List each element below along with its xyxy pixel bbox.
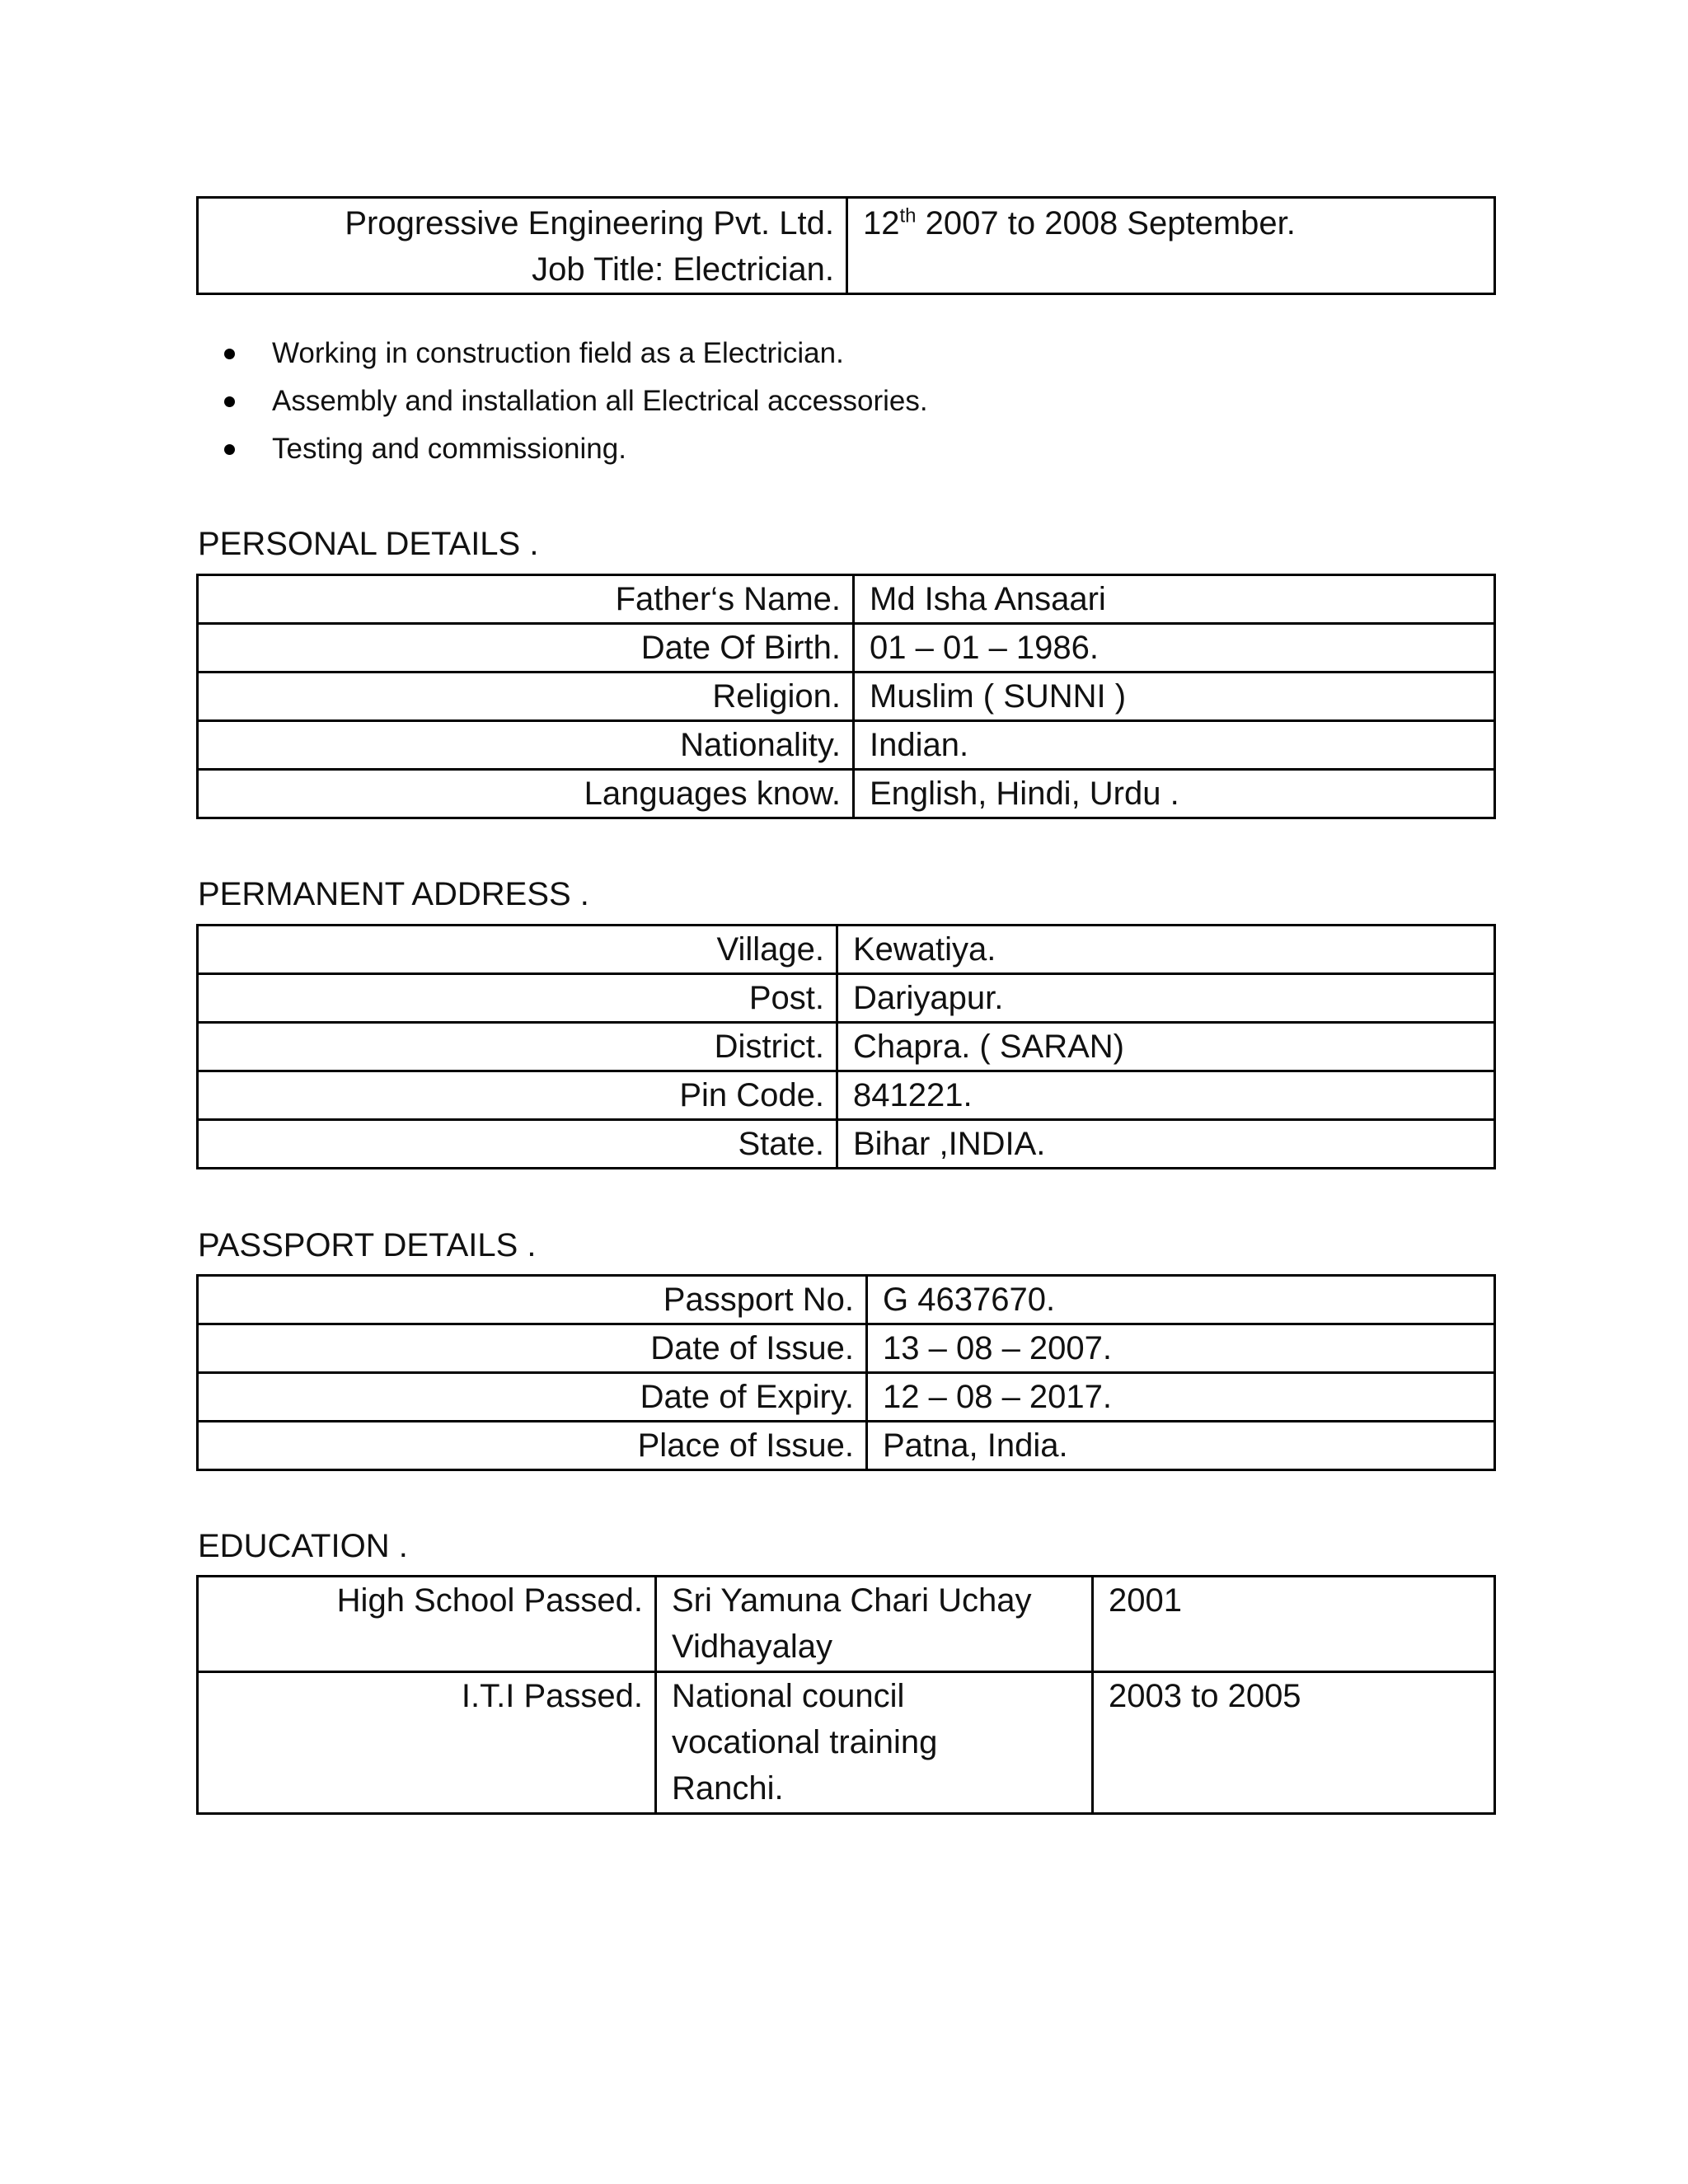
- bullet-icon: [224, 349, 235, 359]
- table-row: [198, 1071, 1495, 1120]
- table-row: [198, 1324, 1495, 1373]
- field-label: Date Of Birth.: [198, 624, 854, 673]
- passport-details-table: [196, 1274, 1496, 1471]
- year-cell: 2001: [1093, 1577, 1495, 1672]
- table-row: [198, 1120, 1495, 1169]
- institution-line: Ranchi.: [672, 1770, 784, 1807]
- institution-line: Sri Yamuna Chari Uchay: [672, 1582, 1032, 1619]
- duty-item: [196, 377, 928, 425]
- bullet-icon: [224, 396, 235, 407]
- field-label: Father‘s Name.: [198, 575, 854, 624]
- field-label: Religion.: [198, 673, 854, 721]
- passport-details-heading: PASSPORT DETAILS .: [198, 1227, 537, 1263]
- table-row: [198, 1422, 1495, 1470]
- employment-table: [196, 196, 1496, 295]
- period-rest: 2007 to 2008 September.: [916, 205, 1296, 241]
- duty-text: Working in construction field as a Electrician.: [272, 337, 844, 369]
- institution-cell: [656, 1577, 1093, 1672]
- field-value: Bihar ,INDIA.: [837, 1120, 1495, 1169]
- field-label: State.: [198, 1120, 837, 1169]
- period-day: 12: [863, 205, 900, 241]
- permanent-address-heading: PERMANENT ADDRESS .: [198, 876, 589, 912]
- education-table: [196, 1575, 1496, 1815]
- personal-details-heading: PERSONAL DETAILS .: [198, 526, 539, 562]
- institution-line: National council: [672, 1678, 905, 1714]
- employment-row: [198, 198, 1495, 294]
- field-value: English, Hindi, Urdu .: [854, 770, 1495, 818]
- bullet-icon: [224, 444, 235, 455]
- field-value: Dariyapur.: [837, 974, 1495, 1023]
- qualification-cell: High School Passed.: [198, 1577, 656, 1672]
- education-heading: EDUCATION .: [198, 1528, 408, 1564]
- institution-cell: [656, 1672, 1093, 1814]
- field-label: Passport No.: [198, 1276, 867, 1324]
- table-row: [198, 770, 1495, 818]
- field-value: Indian.: [854, 721, 1495, 770]
- field-value: 12 – 08 – 2017.: [867, 1373, 1495, 1422]
- field-value: 01 – 01 – 1986.: [854, 624, 1495, 673]
- duty-item: [196, 330, 928, 377]
- duties-list: [196, 330, 928, 473]
- table-row: [198, 1276, 1495, 1324]
- permanent-address-table: [196, 924, 1496, 1169]
- duty-text: Assembly and installation all Electrical accessories.: [272, 385, 928, 417]
- field-label: Languages know.: [198, 770, 854, 818]
- duty-item: [196, 425, 928, 473]
- institution-line: Vidhayalay: [672, 1629, 832, 1665]
- table-row: [198, 1577, 1495, 1672]
- table-row: [198, 1373, 1495, 1422]
- field-label: Post.: [198, 974, 837, 1023]
- employment-period-cell: [847, 198, 1495, 294]
- table-row: [198, 575, 1495, 624]
- field-value: Md Isha Ansaari: [854, 575, 1495, 624]
- table-row: [198, 1672, 1495, 1814]
- qualification-cell: I.T.I Passed.: [198, 1672, 656, 1814]
- field-label: District.: [198, 1023, 837, 1071]
- field-value: 841221.: [837, 1071, 1495, 1120]
- period-day-suffix: th: [899, 204, 917, 227]
- personal-details-table: [196, 574, 1496, 819]
- employment-company-cell: [198, 198, 847, 294]
- field-value: 13 – 08 – 2007.: [867, 1324, 1495, 1373]
- company-name: Progressive Engineering Pvt. Ltd.: [345, 205, 834, 241]
- table-row: [198, 673, 1495, 721]
- field-label: Pin Code.: [198, 1071, 837, 1120]
- year-cell: 2003 to 2005: [1093, 1672, 1495, 1814]
- field-label: Date of Expiry.: [198, 1373, 867, 1422]
- table-row: [198, 1023, 1495, 1071]
- field-label: Date of Issue.: [198, 1324, 867, 1373]
- field-value: Patna, India.: [867, 1422, 1495, 1470]
- table-row: [198, 974, 1495, 1023]
- field-value: Muslim ( SUNNI ): [854, 673, 1495, 721]
- table-row: [198, 721, 1495, 770]
- field-value: Kewatiya.: [837, 926, 1495, 974]
- table-row: [198, 624, 1495, 673]
- duty-text: Testing and commissioning.: [272, 433, 626, 465]
- field-label: Nationality.: [198, 721, 854, 770]
- field-label: Place of Issue.: [198, 1422, 867, 1470]
- job-title: Job Title: Electrician.: [532, 251, 834, 288]
- institution-line: vocational training: [672, 1724, 938, 1760]
- table-row: [198, 926, 1495, 974]
- field-value: G 4637670.: [867, 1276, 1495, 1324]
- field-label: Village.: [198, 926, 837, 974]
- field-value: Chapra. ( SARAN): [837, 1023, 1495, 1071]
